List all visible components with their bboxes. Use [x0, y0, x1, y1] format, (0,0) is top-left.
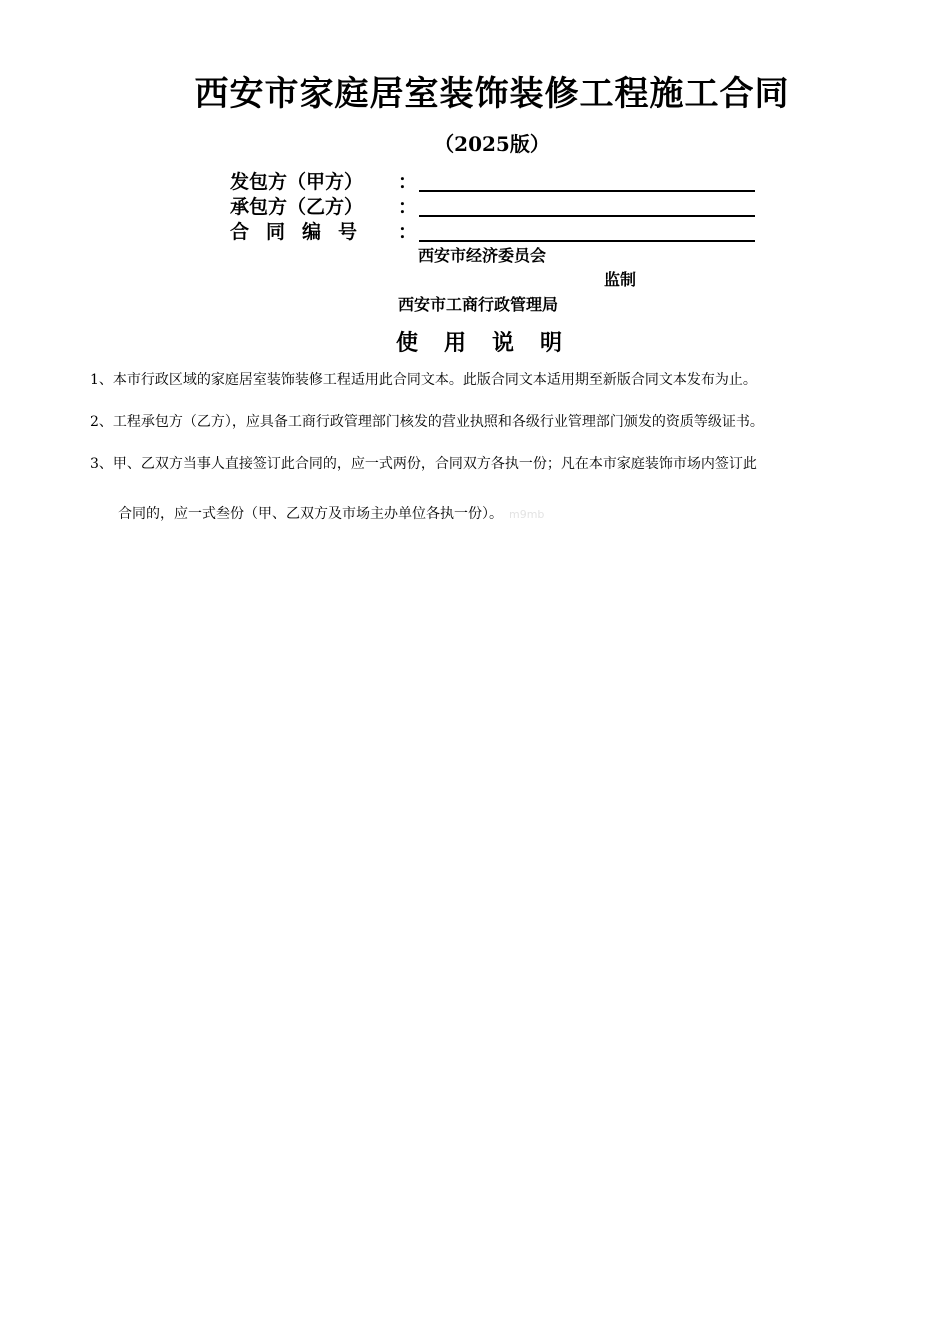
usage-item-3-continuation-text: 合同的，应一式叁份（甲、乙双方及市场主办单位各执一份）。	[118, 506, 503, 522]
party-b-field	[230, 195, 760, 219]
party-a-input-line[interactable]	[419, 190, 755, 192]
edition-label: （2025版）	[434, 132, 550, 156]
usage-item-3-continuation	[118, 504, 544, 525]
contract-number-colon: ：	[398, 221, 418, 243]
usage-item-2: 2、工程承包方（乙方），应具备工商行政管理部门核发的营业执照和各级行业管理部门颁发的资质等级证书。	[90, 414, 764, 430]
contract-number-input-line[interactable]	[419, 240, 755, 242]
party-b-input-line[interactable]	[419, 215, 755, 217]
usage-heading: 使用说明	[395, 330, 588, 356]
party-b-colon: ：	[398, 196, 418, 218]
party-a-label: 发包方（甲方）	[230, 171, 364, 193]
document-title: 西安市家庭居室装饰装修工程施工合同	[194, 74, 790, 114]
usage-item-1: 1、本市行政区域的家庭居室装饰装修工程适用此合同文本。此版合同文本适用期至新版合同文本发布为止。	[90, 372, 757, 388]
issuer-economic-committee: 西安市经济委员会	[418, 246, 547, 265]
issuer-industry-commerce-bureau: 西安市工商行政管理局	[398, 295, 559, 314]
party-a-colon: ：	[398, 171, 418, 193]
party-a-field	[230, 170, 760, 194]
party-b-label: 承包方（乙方）	[230, 196, 364, 218]
faint-watermark: m9mb	[509, 508, 545, 521]
supervise-label: 监制	[604, 270, 637, 289]
contract-number-field	[230, 220, 760, 244]
usage-item-3: 3、甲、乙双方当事人直接签订此合同的，应一式两份，合同双方各执一份；凡在本市家庭装饰市场内签订此	[90, 456, 757, 472]
contract-number-label: 合同编号	[230, 221, 375, 243]
